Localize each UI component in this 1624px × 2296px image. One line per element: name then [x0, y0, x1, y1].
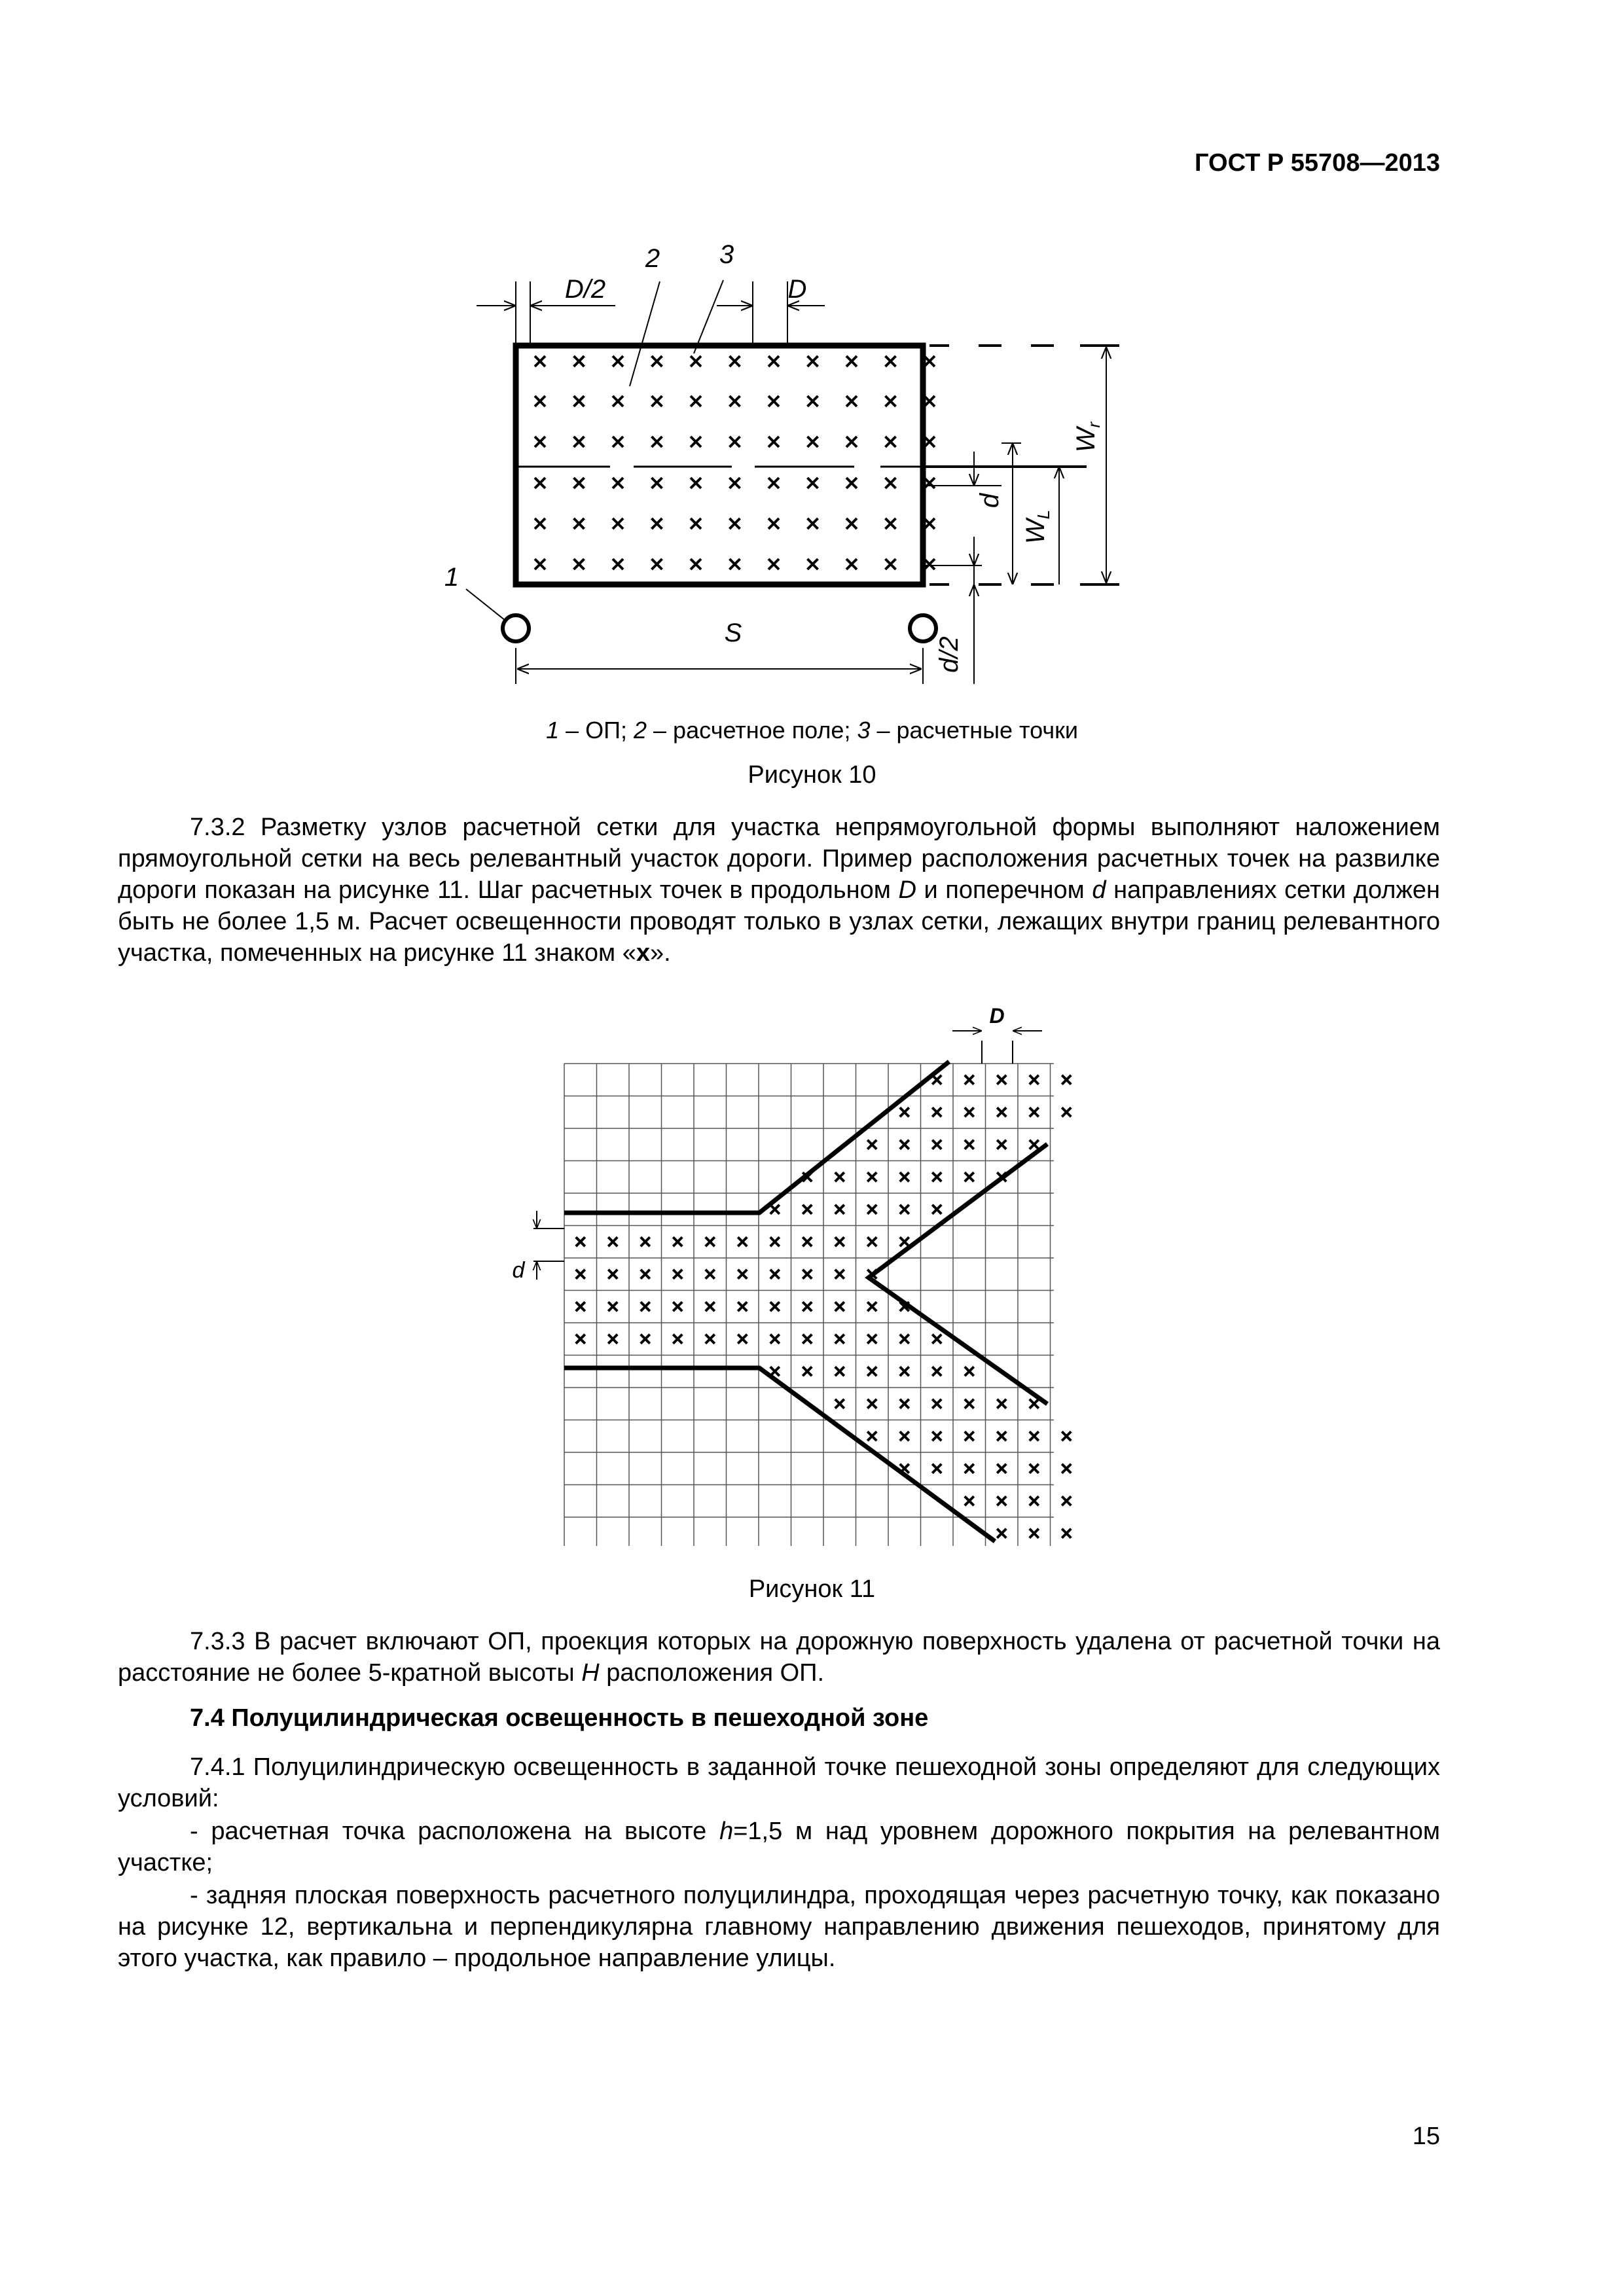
calc-point: [738, 1270, 747, 1279]
calc-point: [965, 1399, 974, 1408]
calc-point: [1030, 1075, 1039, 1085]
calc-point: [770, 1237, 780, 1246]
calc-point: [576, 1237, 585, 1246]
calc-point: [803, 1205, 812, 1214]
calc-point: [932, 1107, 941, 1117]
calc-point: [997, 1496, 1006, 1505]
calc-point: [867, 1399, 876, 1408]
calc-point: [608, 1302, 617, 1311]
calc-point: [997, 1464, 1006, 1473]
calc-point: [641, 1237, 650, 1246]
calc-point: [1062, 1464, 1071, 1473]
page-number: 15: [1412, 2123, 1440, 2150]
calc-point: [900, 1107, 909, 1117]
calc-point: [965, 1367, 974, 1376]
calc-point: [576, 1270, 585, 1279]
calc-point: [1030, 1431, 1039, 1441]
calc-point: [900, 1431, 909, 1441]
calc-point: [576, 1302, 585, 1311]
calc-point: [932, 1172, 941, 1181]
section-7-4-heading: 7.4 Полуцилиндрическая освещенность в пешеходной зоне: [190, 1704, 929, 1732]
calc-point: [1030, 1399, 1039, 1408]
paragraph-7-4-1: 7.4.1 Полуцилиндрическую освещенность в заданной точке пешеходной зоны определяют для следующих условий:: [118, 1753, 1440, 1812]
calc-point: [900, 1399, 909, 1408]
label-WL: $W_L$: [1021, 509, 1053, 545]
calc-point: [706, 1302, 715, 1311]
paragraph-7-3-2: 7.3.2 Разметку узлов расчетной сетки для участка непрямоугольной формы выполняют наложением прямоугольной сетки на весь релевантный участок дороги. Пример расположения расчетных точек на развилке дороги показан на рисунке 11. Шаг расчетных точек в продольном D и поперечном d направлениях сетки должен быть не более 1,5 м. Расчет освещенности проводят только в узлах сетки, лежащих внутри границ релевантного участка, помеченных на рисунке 11 знаком «x».: [118, 814, 1440, 967]
calc-point: [835, 1205, 844, 1214]
document-header: ГОСТ Р 55708—2013: [1195, 149, 1440, 177]
calc-point: [997, 1107, 1006, 1117]
calc-point: [608, 1335, 617, 1344]
paragraph-7-3-3: 7.3.3 В расчет включают ОП, проекция которых на дорожную поверхность удалена от расчетной точки на расстояние не более 5-кратной высоты H расположения ОП.: [118, 1628, 1440, 1687]
calc-point: [900, 1367, 909, 1376]
calc-point: [803, 1270, 812, 1279]
calc-point: [867, 1302, 876, 1311]
calc-point: [835, 1172, 844, 1181]
calc-point: [965, 1431, 974, 1441]
calc-point: [803, 1367, 812, 1376]
calc-point: [608, 1237, 617, 1246]
road-boundary-upper: [564, 1062, 949, 1213]
calc-point: [965, 1140, 974, 1149]
label-2: 2: [645, 244, 660, 273]
calc-point: [1030, 1107, 1039, 1117]
calc-point: [738, 1335, 747, 1344]
calc-point: [803, 1302, 812, 1311]
calc-point: [932, 1431, 941, 1441]
calc-point: [932, 1140, 941, 1149]
label-D-fig11: D: [989, 1004, 1005, 1028]
calc-point: [835, 1335, 844, 1344]
label-3: 3: [719, 240, 734, 269]
calc-point: [641, 1270, 650, 1279]
calc-point: [1030, 1140, 1039, 1149]
calc-point: [706, 1237, 715, 1246]
label-d: d: [975, 493, 1004, 509]
calc-point: [835, 1270, 844, 1279]
calc-point: [932, 1464, 941, 1473]
calc-point: [738, 1237, 747, 1246]
calc-point: [932, 1399, 941, 1408]
calc-point: [1030, 1496, 1039, 1505]
calc-point: [803, 1335, 812, 1344]
label-Wr: $W_r$: [1072, 422, 1104, 453]
calc-point: [1030, 1529, 1039, 1538]
calc-point: [835, 1367, 844, 1376]
calc-point: [997, 1140, 1006, 1149]
bullet-1: - расчетная точка расположена на высоте h=1,5 м над уровнем дорожного покрытия на релевантном участке;: [118, 1818, 1441, 1876]
calc-point: [770, 1335, 780, 1344]
label-d-fig11: d: [512, 1258, 525, 1283]
calc-point: [673, 1270, 682, 1279]
calc-point: [673, 1302, 682, 1311]
label-D-top: D: [787, 275, 807, 304]
calc-point: [900, 1205, 909, 1214]
calc-point: [835, 1399, 844, 1408]
calc-point: [641, 1335, 650, 1344]
calc-point: [1030, 1464, 1039, 1473]
figure-10-legend: 1 – ОП; 2 – расчетное поле; 3 – расчетные точки: [546, 717, 1078, 744]
calc-point: [997, 1529, 1006, 1538]
calc-point: [673, 1335, 682, 1344]
calc-point: [770, 1205, 780, 1214]
calc-point: [1062, 1075, 1071, 1085]
calc-point: [965, 1172, 974, 1181]
calc-point: [867, 1335, 876, 1344]
label-half-D: D/2: [564, 275, 606, 304]
calc-point: [835, 1302, 844, 1311]
calc-point: [997, 1431, 1006, 1441]
calc-point: [835, 1237, 844, 1246]
calc-point: [900, 1140, 909, 1149]
calc-point: [965, 1496, 974, 1505]
calc-point: [997, 1075, 1006, 1085]
calc-point: [770, 1302, 780, 1311]
calc-point: [706, 1270, 715, 1279]
calc-point: [770, 1270, 780, 1279]
calc-point: [1062, 1431, 1071, 1441]
label-S: S: [724, 619, 742, 647]
calc-point: [965, 1107, 974, 1117]
calc-point: [900, 1335, 909, 1344]
calc-point: [641, 1302, 650, 1311]
calc-point: [900, 1172, 909, 1181]
calc-point: [932, 1367, 941, 1376]
figure-10-title: Рисунок 10: [748, 761, 876, 789]
label-1: 1: [444, 563, 460, 592]
calc-point: [965, 1464, 974, 1473]
calc-point: [867, 1172, 876, 1181]
calc-point: [867, 1431, 876, 1441]
calc-point: [867, 1367, 876, 1376]
calc-point: [900, 1237, 909, 1246]
calc-point: [867, 1205, 876, 1214]
calc-point: [867, 1140, 876, 1149]
calc-point: [997, 1399, 1006, 1408]
calc-point: [1062, 1496, 1071, 1505]
calc-point: [932, 1335, 941, 1344]
calc-point: [738, 1302, 747, 1311]
calc-point: [932, 1205, 941, 1214]
calc-point: [673, 1237, 682, 1246]
calc-point: [1062, 1529, 1071, 1538]
calc-point: [706, 1335, 715, 1344]
calc-point: [965, 1075, 974, 1085]
calc-point: [576, 1335, 585, 1344]
road-boundary-upper-inner: [869, 1144, 1047, 1404]
calc-point: [867, 1237, 876, 1246]
calc-point: [1062, 1107, 1071, 1117]
label-half-d: d/2: [935, 636, 964, 673]
calc-point: [608, 1270, 617, 1279]
bullet-2: - задняя плоская поверхность расчетного полуцилиндра, проходящая через расчетную точку, как показано на рисунке 12, вертикальна и перпендикулярна главному направлению движения пешеходов, принятому для этого участка, как правило – продольное направление улицы.: [118, 1882, 1440, 1972]
figure-11-title: Рисунок 11: [748, 1575, 876, 1603]
calc-point: [803, 1237, 812, 1246]
